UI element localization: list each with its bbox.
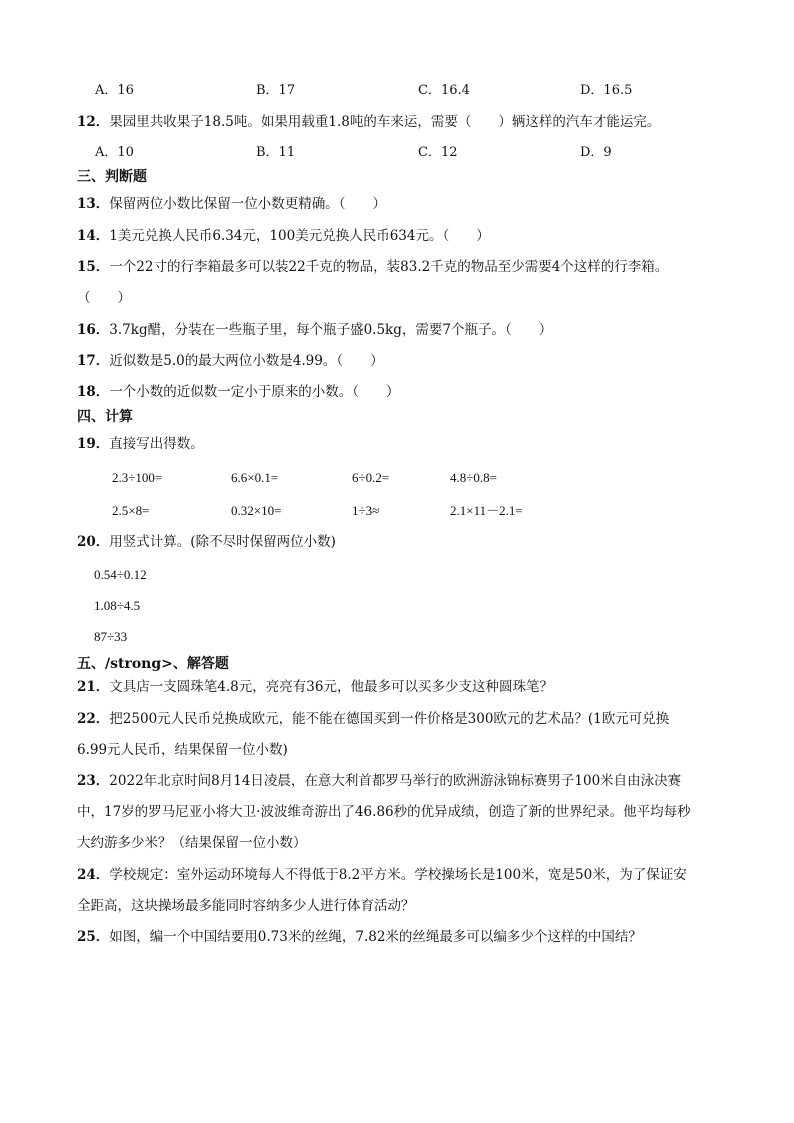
question-20 xyxy=(77,532,336,552)
question-number: 20． xyxy=(77,534,110,550)
section-heading-5: 五、/strong>、解答题 xyxy=(77,656,229,672)
question-18 xyxy=(77,382,400,402)
q11-option-c: C．16.4 xyxy=(418,83,470,98)
q12-option-a: A．10 xyxy=(95,145,134,160)
question-23 xyxy=(77,771,681,791)
question-16 xyxy=(77,320,552,340)
question-17 xyxy=(77,351,384,371)
question-number: 24． xyxy=(77,867,110,883)
question-number: 22． xyxy=(77,711,110,727)
question-23-continuation-2: 大约游多少米？（结果保留一位小数） xyxy=(77,835,307,851)
question-text: 3.7kg醋，分装在一些瓶子里，每个瓶子盛0.5kg，需要7个瓶子。（ ） xyxy=(109,322,553,338)
question-text: 1美元兑换人民币6.34元，100美元兑换人民币634元。（ ） xyxy=(109,228,490,244)
question-15-continuation: （ ） xyxy=(77,290,131,306)
question-number: 19． xyxy=(77,436,110,452)
question-22 xyxy=(77,709,669,729)
calc-item: 2.1×11－2.1= xyxy=(450,503,523,518)
question-text: 近似数是5.0的最大两位小数是4.99。（ ） xyxy=(109,353,384,369)
section-heading-3: 三、判断题 xyxy=(77,169,147,185)
question-12 xyxy=(77,112,660,132)
question-text: 学校规定：室外运动环境每人不得低于8.2平方米。学校操场长是100米，宽是50米，为了保证安 xyxy=(109,867,687,883)
question-text: 一个小数的近似数一定小于原来的小数。（ ） xyxy=(109,384,400,400)
question-24 xyxy=(77,865,687,885)
question-number: 21． xyxy=(77,679,110,695)
q12-option-d: D．9 xyxy=(580,145,612,160)
section-heading-4: 四、计算 xyxy=(77,409,133,425)
vertical-calc-item: 1.08÷4.5 xyxy=(94,598,141,613)
question-text: 直接写出得数。 xyxy=(109,436,204,452)
question-24-continuation: 全距高，这块操场最多能同时容纳多少人进行体育活动？ xyxy=(77,898,415,914)
question-text: 文具店一支圆珠笔4.8元，亮亮有36元，他最多可以买多少支这种圆珠笔？ xyxy=(109,679,553,695)
q11-option-d: D．16.5 xyxy=(580,83,633,98)
question-number: 23． xyxy=(77,773,110,789)
vertical-calc-item: 87÷33 xyxy=(94,629,128,644)
calc-item: 0.32×10= xyxy=(231,503,282,518)
calc-item: 6.6×0.1= xyxy=(231,470,279,485)
question-21 xyxy=(77,677,553,697)
question-14 xyxy=(77,226,490,246)
question-text: 用竖式计算。(除不尽时保留两位小数) xyxy=(109,534,336,550)
question-text: 果园里共收果子18.5吨。如果用载重1.8吨的车来运，需要（ ）辆这样的汽车才能运完。 xyxy=(109,114,661,130)
q12-option-c: C．12 xyxy=(418,145,458,160)
question-number: 13． xyxy=(77,196,110,212)
question-number: 16． xyxy=(77,322,110,338)
question-number: 12． xyxy=(77,114,110,130)
q11-option-a: A．16 xyxy=(95,83,134,98)
question-15 xyxy=(77,257,668,277)
q11-option-b: B．17 xyxy=(256,83,296,98)
question-text: 把2500元人民币兑换成欧元，能不能在德国买到一件价格是300欧元的艺术品？(1欧元可兑换 xyxy=(109,711,670,727)
question-text: 2022年北京时间8月14日凌晨，在意大利首都罗马举行的欧洲游泳锦标赛男子100米自由泳决赛 xyxy=(109,773,682,789)
question-number: 18． xyxy=(77,384,110,400)
q12-option-b: B．11 xyxy=(256,145,296,160)
question-19 xyxy=(77,434,204,454)
calc-item: 1÷3≈ xyxy=(352,503,380,518)
question-text: 如图，编一个中国结要用0.73米的丝绳，7.82米的丝绳最多可以编多少个这样的中国结？ xyxy=(109,929,642,945)
question-text: 保留两位小数比保留一位小数更精确。（ ） xyxy=(109,196,387,212)
calc-item: 6÷0.2= xyxy=(352,470,390,485)
calc-item: 2.3÷100= xyxy=(112,470,163,485)
question-text: 一个22寸的行李箱最多可以装22千克的物品，装83.2千克的物品至少需要4个这样的行李箱。 xyxy=(109,259,669,275)
question-25 xyxy=(77,927,642,947)
calc-item: 4.8÷0.8= xyxy=(450,470,497,485)
question-23-continuation-1: 中，17岁的罗马尼亚小将大卫·波波维奇游出了46.86秒的优异成绩，创造了新的世界纪录。他平均每秒 xyxy=(77,804,691,820)
question-22-continuation: 6.99元人民币，结果保留一位小数) xyxy=(77,742,288,758)
question-13 xyxy=(77,194,386,214)
calc-item: 2.5×8= xyxy=(112,503,150,518)
question-number: 15． xyxy=(77,259,110,275)
vertical-calc-item: 0.54÷0.12 xyxy=(94,567,147,582)
question-number: 14． xyxy=(77,228,110,244)
question-number: 25． xyxy=(77,929,110,945)
question-number: 17． xyxy=(77,353,110,369)
